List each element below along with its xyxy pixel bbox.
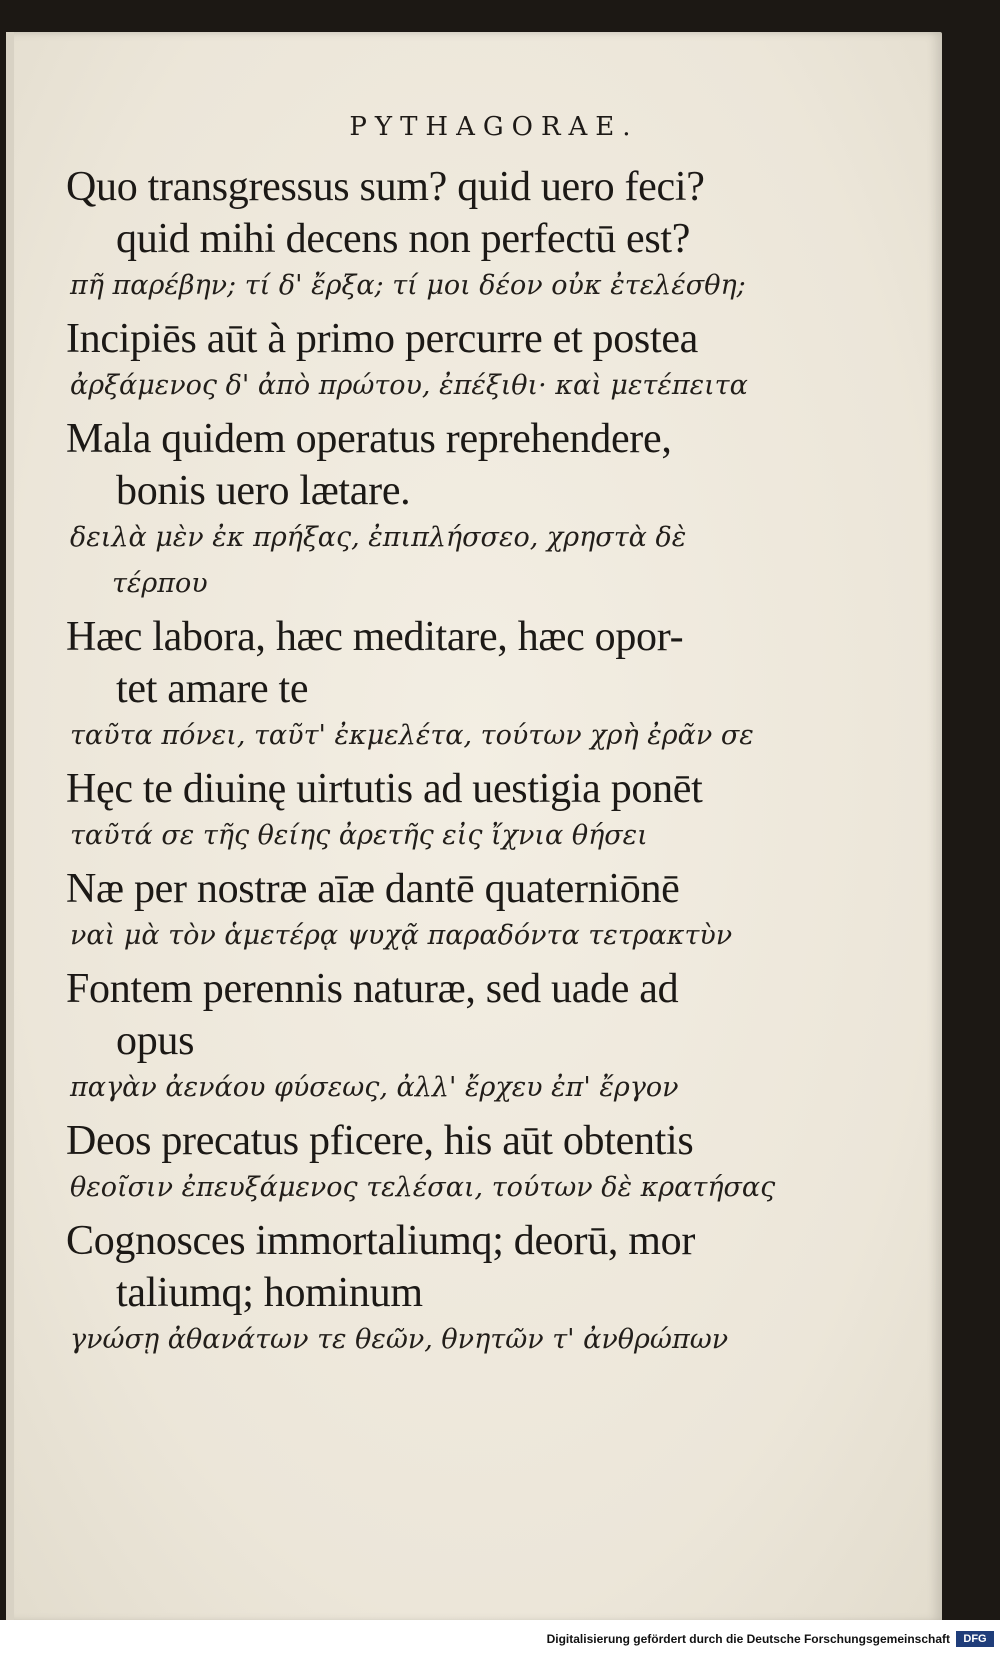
- greek-line: ναὶ μὰ τὸν ἁμετέρᾳ ψυχᾷ παραδόντα τετρακτὺν: [70, 920, 733, 951]
- greek-line: πῆ παρέβην; τί δ' ἔρξα; τί μοι δέον οὐκ ἐτελέσθη;: [70, 270, 746, 301]
- footer-bar: [0, 1620, 1000, 1656]
- latin-line: Incipiēs aūt à primo percurre et postea: [66, 316, 699, 362]
- page-edge: [6, 32, 14, 1622]
- greek-line: γνώσῃ ἀθανάτων τε θεῶν, θνητῶν τ' ἀνθρώπων: [70, 1324, 729, 1355]
- latin-line: bonis uero lætare.: [116, 468, 411, 514]
- latin-line: Quo transgressus sum? quid uero feci?: [66, 164, 705, 210]
- latin-line: Fontem perennis naturæ, sed uade ad: [66, 966, 679, 1012]
- greek-line: ἀρξάμενος δ' ἀπὸ πρώτου, ἐπέξιθι· καὶ μετέπειτα: [70, 370, 748, 401]
- greek-line: δειλὰ μὲν ἐκ πρήξας, ἐπιπλήσσεο, χρηστὰ δὲ: [70, 522, 687, 553]
- text-block: [66, 162, 926, 1372]
- greek-line: θεοῖσιν ἐπευξάμενος τελέσαι, τούτων δὲ κρατήσας: [70, 1172, 776, 1203]
- latin-line: Cognosces immortaliumq; deorū, mor: [66, 1218, 696, 1264]
- latin-line: Mala quidem operatus reprehendere,: [66, 416, 672, 462]
- latin-line: taliumq; hominum: [116, 1270, 423, 1316]
- latin-line: Deos precatus pficere, his aūt obtentis: [66, 1118, 694, 1164]
- footer-credit: Digitalisierung gefördert durch die Deutsche Forschungsgemeinschaft: [546, 1632, 950, 1646]
- latin-line: Hęc te diuinę uirtutis ad uestigia ponēt: [66, 766, 703, 812]
- latin-line: quid mihi decens non perfectū est?: [116, 216, 691, 262]
- latin-line: Hæc labora, hæc meditare, hæc opor-: [66, 614, 684, 660]
- greek-line: τέρπου: [112, 568, 208, 599]
- dfg-logo: DFG: [956, 1631, 994, 1647]
- book-page: [6, 32, 942, 1622]
- greek-line: ταῦτά σε τῆς θείης ἀρετῆς εἰς ἴχνια θήσει: [70, 820, 648, 851]
- running-head: PYTHAGORAE.: [349, 112, 639, 142]
- greek-line: ταῦτα πόνει, ταῦτ' ἐκμελέτα, τούτων χρὴ ἐρᾶν σε: [70, 720, 754, 751]
- latin-line: opus: [116, 1018, 195, 1064]
- greek-line: παγὰν ἀενάου φύσεως, ἀλλ' ἔρχευ ἐπ' ἔργον: [70, 1072, 679, 1103]
- latin-line: Næ per nostræ aīæ dantē quaterniōnē: [66, 866, 680, 912]
- latin-line: tet amare te: [116, 666, 309, 712]
